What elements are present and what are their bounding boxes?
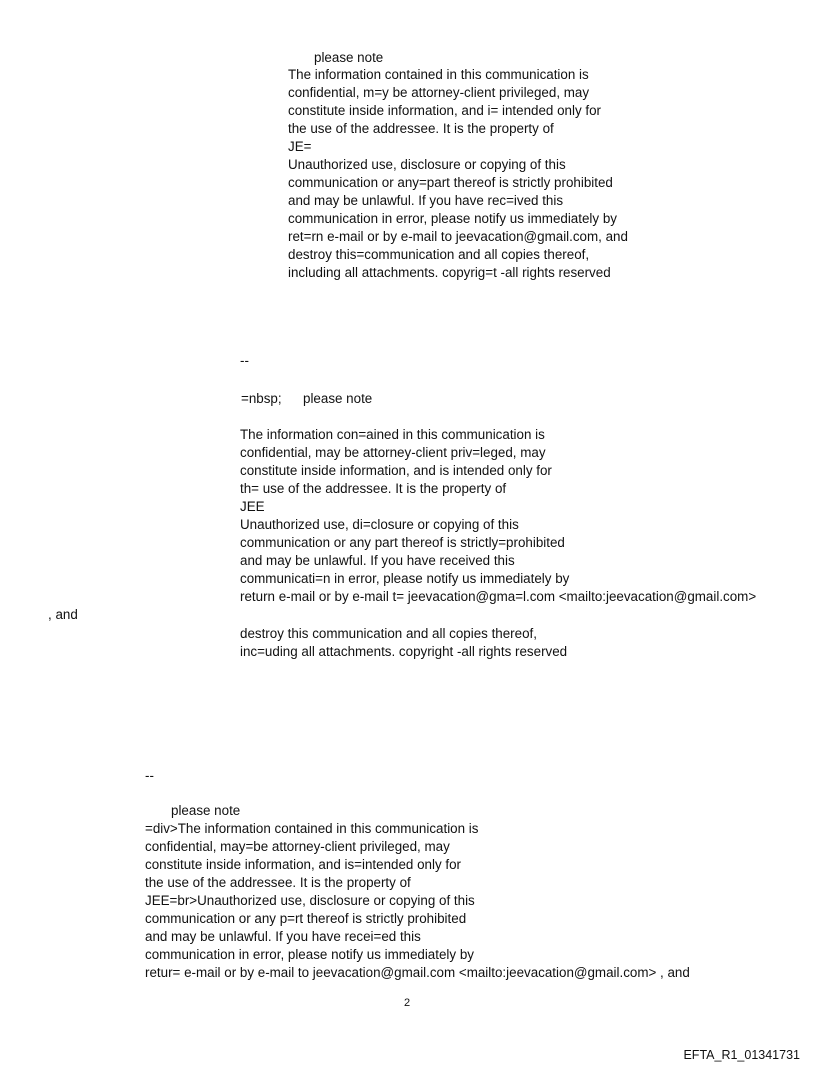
block1-line: constitute inside information, and i= intended only for [288,103,602,118]
block1-line: Unauthorized use, disclosure or copying of this [288,157,566,172]
block3-line: retur= e-mail or by e-mail to jeevacation@gmail.com <mailto:jeevacation@gmail.com> , and [145,965,690,980]
block1-heading: please note [314,50,384,65]
block3-heading: please note [171,803,241,818]
block1-line: JE= [288,139,312,154]
block2-line: JEE [240,499,265,514]
block2-line: constitute inside information, and is intended only for [240,463,552,478]
block1-line: and may be unlawful. If you have rec=ived this [288,193,564,208]
block2-line: th= use of the addressee. It is the property of [240,481,507,496]
block2-line: return e-mail or by e-mail t= jeevacation@gma=l.com <mailto:jeevacation@gmail.com> [240,589,757,604]
block3-line: constitute inside information, and is=intended only for [145,857,461,872]
block1-line: destroy this=communication and all copies thereof, [288,247,590,262]
block3-line: communication in error, please notify us immediately by [145,947,474,962]
block2-line: inc=uding all attachments. copyright -all rights reserved [240,644,568,659]
block3-separator: -- [145,768,154,783]
block3-line: confidential, may=be attorney-client privileged, may [145,839,450,854]
block1-line: ret=rn e-mail or by e-mail to jeevacation@gmail.com, and [288,229,628,244]
block1-line: including all attachments. copyrig=t -all rights reserved [288,265,611,280]
block1-line: communication in error, please notify us immediately by [288,211,617,226]
page-number: 2 [404,997,411,1009]
block2-line: destroy this communication and all copies thereof, [240,626,537,641]
block2-line: confidential, may be attorney-client priv=leged, may [240,445,546,460]
block3-line: the use of the addressee. It is the property of [145,875,411,890]
block3-line: communication or any p=rt thereof is strictly prohibited [145,911,467,926]
block2-line: communication or any part thereof is strictly=prohibited [240,535,565,550]
block2-line: communicati=n in error, please notify us immediately by [240,571,570,586]
block2-line: and may be unlawful. If you have received this [240,553,515,568]
block2-separator: -- [240,353,249,368]
block1-line: The information contained in this communication is [288,67,589,82]
block1-line: the use of the addressee. It is the property of [288,121,554,136]
block3-line: JEE=br>Unauthorized use, disclosure or copying of this [145,893,475,908]
block3-line: and may be unlawful. If you have recei=ed this [145,929,421,944]
block1-line: communication or any=part thereof is strictly prohibited [288,175,613,190]
document-id: EFTA_R1_01341731 [683,1048,800,1062]
block3-line: =div>The information contained in this communication is [145,821,479,836]
block2-line: Unauthorized use, di=closure or copying of this [240,517,519,532]
block2-heading-prefix: =nbsp; [241,391,282,406]
block2-line: The information con=ained in this communication is [240,427,545,442]
block2-heading: please note [303,391,373,406]
block1-line: confidential, m=y be attorney-client privileged, may [288,85,590,100]
block2-orphan: , and [48,607,78,622]
